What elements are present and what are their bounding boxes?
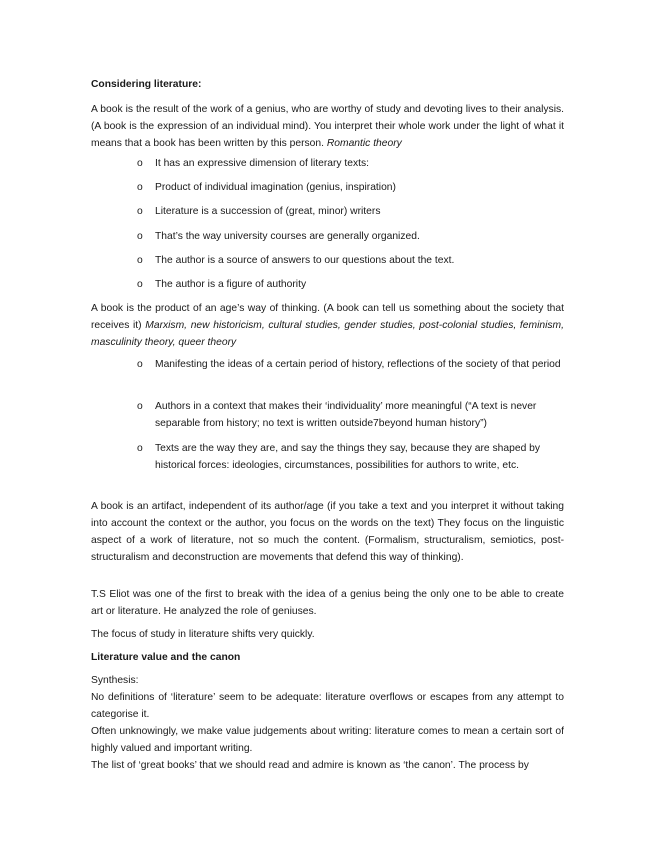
synthesis-label: Synthesis:	[91, 675, 139, 686]
heading-considering-literature: Considering literature:	[91, 79, 202, 90]
bullet-marker: o	[137, 279, 143, 290]
bullet-item: The author is a figure of authority	[155, 279, 307, 290]
heading-literature-value: Literature value and the canon	[91, 652, 241, 663]
bullet-item: Texts are the way they are, and say the things they say, because they are shaped by historical forces: ideologies, circumstances, possibilities for authors to write, etc.	[155, 443, 541, 471]
paragraph-artifact: A book is an artifact, independent of its author/age (if you take a text and you interpret it without taking into account the context or the author, you focus on the words on the text) They focus on the linguistic aspect of a work of literature, not so much the content. (Formalism, structuralism, semiotics, post-structuralism and deconstruction are movements that defend this way of thinking).	[91, 501, 564, 563]
bullet-marker: o	[137, 401, 143, 412]
paragraph-age-thinking	[91, 300, 564, 351]
paragraph-focus: The focus of study in literature shifts very quickly.	[91, 629, 315, 640]
bullet-marker: o	[137, 359, 143, 370]
bullet-marker: o	[137, 231, 143, 242]
bullet-marker: o	[137, 206, 143, 217]
paragraph-romantic-theory	[91, 101, 564, 152]
italic-term: Romantic theory	[326, 138, 402, 149]
bullet-item: That’s the way university courses are generally organized.	[155, 231, 420, 242]
italic-term: Marxism, new historicism, cultural studies, gender studies, post-colonial studies, feminism, masculinity theory, queer theory	[91, 320, 564, 348]
synthesis-line: The list of ‘great books’ that we should read and admire is known as ‘the canon’. The process by	[91, 760, 529, 771]
synthesis-line: Often unknowingly, we make value judgements about writing: literature comes to mean a certain sort of highly valued and important writing.	[91, 726, 564, 754]
bullet-item: Authors in a context that makes their ‘individuality’ more meaningful (“A text is never separable from history; no text is written outside7beyond human history”)	[155, 401, 537, 429]
bullet-item: The author is a source of answers to our questions about the text.	[155, 255, 455, 266]
bullet-marker: o	[137, 182, 143, 193]
bullet-marker: o	[137, 158, 143, 169]
synthesis-line: No definitions of ‘literature’ seem to be adequate: literature overflows or escapes from any attempt to categorise it.	[91, 692, 564, 720]
bullet-marker: o	[137, 255, 143, 266]
bullet-item: Product of individual imagination (genius, inspiration)	[155, 182, 396, 193]
bullet-marker: o	[137, 443, 143, 454]
paragraph-eliot: T.S Eliot was one of the first to break with the idea of a genius being the only one to be able to create art or literature. He analyzed the role of geniuses.	[91, 589, 564, 617]
bullet-item: Manifesting the ideas of a certain period of history, reflections of the society of that period	[155, 359, 561, 370]
bullet-item: It has an expressive dimension of literary texts:	[155, 158, 370, 169]
paragraph-text: A book is the result of the work of a genius, who are worthy of study and devoting lives to their analysis. (A book is the expression of an individual mind). You interpret their whole work under the light of what it means that a book has been written by this person.	[91, 104, 564, 149]
paragraph-text: A book is the product of an age’s way of thinking. (A book can tell us something about the society that receives it)	[91, 303, 564, 331]
bullet-item: Literature is a succession of (great, minor) writers	[155, 206, 381, 217]
